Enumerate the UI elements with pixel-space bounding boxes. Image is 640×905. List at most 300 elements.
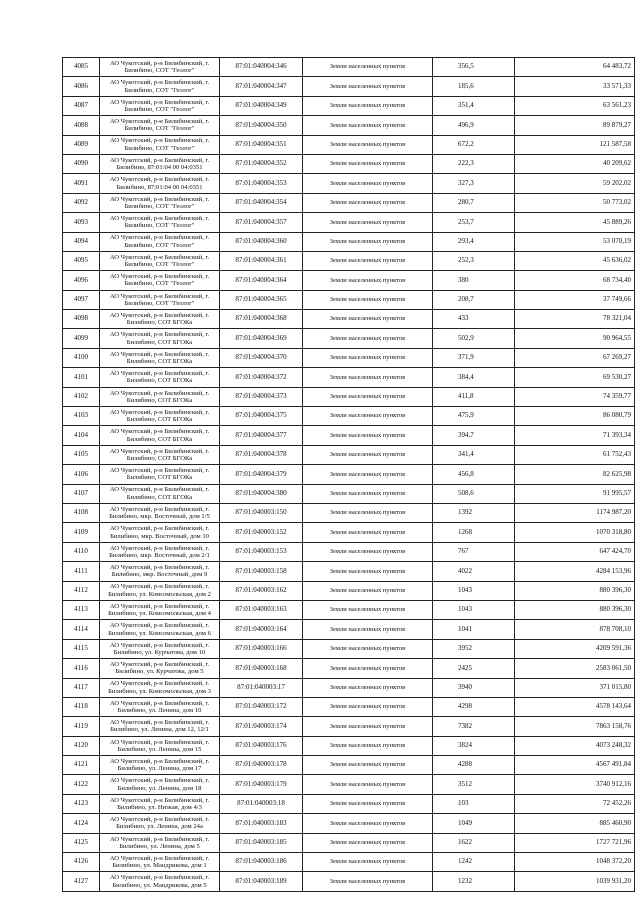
- address-line-2: Билибино, СОТ "Геолог": [124, 67, 195, 75]
- table-row: [63, 833, 635, 852]
- table-row: [63, 445, 635, 464]
- address-line-1: АО Чукотский, р-н Билибинский, г.: [109, 311, 210, 319]
- row-number-cell: 4118: [63, 697, 100, 716]
- cadastral-cost-cell: 69 530,27: [515, 368, 635, 387]
- row-number-cell: 4086: [63, 77, 100, 96]
- address-line-1: АО Чукотский, р-н Билибинский, г.: [109, 564, 210, 572]
- cadastral-number-cell: 87:01:040003:183: [220, 814, 303, 833]
- cadastral-cost-cell: 371 015,80: [515, 678, 635, 697]
- cadastral-cost-cell: 7863 158,76: [515, 717, 635, 736]
- table-row: [63, 872, 635, 891]
- cadastral-number-cell: 87:01:040003:168: [220, 659, 303, 678]
- row-number-cell: 4093: [63, 213, 100, 232]
- land-category-cell: Земли населенных пунктов: [303, 407, 433, 426]
- land-category-cell: Земли населенных пунктов: [303, 290, 433, 309]
- cadastral-number-cell: 87:01:040004:368: [220, 310, 303, 329]
- table-row: [63, 193, 635, 212]
- area-cell: 508,6: [433, 484, 515, 503]
- land-category-cell: Земли населенных пунктов: [303, 348, 433, 367]
- row-number-cell: 4114: [63, 620, 100, 639]
- area-cell: 293,4: [433, 232, 515, 251]
- address-cell: [100, 794, 220, 813]
- cadastral-number-cell: 87:01:040004:379: [220, 465, 303, 484]
- land-category-cell: Земли населенных пунктов: [303, 639, 433, 658]
- address-cell: [100, 562, 220, 581]
- address-line-2: Билибино, СОТ "Геолог": [124, 125, 195, 133]
- cadastral-cost-cell: 45 889,26: [515, 213, 635, 232]
- area-cell: 1043: [433, 581, 515, 600]
- table-row: [63, 213, 635, 232]
- row-number-cell: 4104: [63, 426, 100, 445]
- table-row: [63, 717, 635, 736]
- address-cell: [100, 853, 220, 872]
- cadastral-cost-cell: 67 269,27: [515, 348, 635, 367]
- address-cell: [100, 407, 220, 426]
- table-row: [63, 600, 635, 619]
- address-line-1: АО Чукотский, р-н Билибинский, г.: [109, 408, 210, 416]
- row-number-cell: 4117: [63, 678, 100, 697]
- cadastral-number-cell: 87:01:040003:189: [220, 872, 303, 891]
- address-cell: [100, 290, 220, 309]
- cadastral-cost-cell: 1174 987,20: [515, 503, 635, 522]
- row-number-cell: 4125: [63, 833, 100, 852]
- area-cell: 208,7: [433, 290, 515, 309]
- address-line-1: АО Чукотский, р-н Билибинский, г.: [109, 777, 210, 785]
- land-category-cell: Земли населенных пунктов: [303, 503, 433, 522]
- table-row: [63, 542, 635, 561]
- table-row: [63, 659, 635, 678]
- area-cell: 3952: [433, 639, 515, 658]
- cadastral-number-cell: 87:01:040003:176: [220, 736, 303, 755]
- area-cell: 4288: [433, 756, 515, 775]
- table-row: [63, 853, 635, 872]
- cadastral-number-cell: 87:01:040004:347: [220, 77, 303, 96]
- address-line-1: АО Чукотский, р-н Билибинский, г.: [109, 719, 210, 727]
- address-cell: [100, 503, 220, 522]
- cadastral-cost-cell: 89 879,27: [515, 116, 635, 135]
- table-row: [63, 116, 635, 135]
- address-line-1: АО Чукотский, р-н Билибинский, г.: [109, 98, 210, 106]
- row-number-cell: 4124: [63, 814, 100, 833]
- address-cell: [100, 154, 220, 173]
- address-line-1: АО Чукотский, р-н Билибинский, г.: [109, 738, 210, 746]
- table-row: [63, 620, 635, 639]
- cadastral-number-cell: 87:01:040003:153: [220, 542, 303, 561]
- address-line-2: Билибино, СОТ БГОКа: [126, 474, 193, 482]
- land-category-cell: Земли населенных пунктов: [303, 814, 433, 833]
- cadastral-number-cell: 87:01:040003:158: [220, 562, 303, 581]
- cadastral-cost-cell: 64 483,72: [515, 58, 635, 77]
- row-number-cell: 4105: [63, 445, 100, 464]
- address-line-1: АО Чукотский, р-н Билибинский, г.: [109, 428, 210, 436]
- address-cell: [100, 445, 220, 464]
- address-line-2: Билибино, СОТ БГОКа: [126, 396, 193, 404]
- table-row: [63, 639, 635, 658]
- area-cell: 411,8: [433, 387, 515, 406]
- address-line-2: Билибино, мкр. Восточный, дом 10: [110, 532, 209, 540]
- address-line-1: АО Чукотский, р-н Билибинский, г.: [109, 699, 210, 707]
- area-cell: 394,7: [433, 426, 515, 445]
- address-line-1: АО Чукотский, р-н Билибинский, г.: [109, 137, 210, 145]
- address-line-2: Билибино, ул. Низкая, дом 4/3: [117, 804, 202, 812]
- area-cell: 253,7: [433, 213, 515, 232]
- cadastral-cost-cell: 3740 912,16: [515, 775, 635, 794]
- row-number-cell: 4113: [63, 600, 100, 619]
- address-line-1: АО Чукотский, р-н Билибинский, г.: [109, 854, 210, 862]
- cadastral-number-cell: 87:01:040003:179: [220, 775, 303, 794]
- area-cell: 371,9: [433, 348, 515, 367]
- area-cell: 3940: [433, 678, 515, 697]
- land-category-cell: Земли населенных пунктов: [303, 58, 433, 77]
- land-category-cell: Земли населенных пунктов: [303, 77, 433, 96]
- address-cell: [100, 639, 220, 658]
- address-line-2: Билибино, ул. Курчатова, дом 10: [113, 648, 206, 656]
- address-cell: [100, 426, 220, 445]
- cadastral-number-cell: 87:01:040003:17: [220, 678, 303, 697]
- row-number-cell: 4099: [63, 329, 100, 348]
- cadastral-cost-cell: 4578 143,64: [515, 697, 635, 716]
- cadastral-cost-cell: 61 752,43: [515, 445, 635, 464]
- area-cell: 1392: [433, 503, 515, 522]
- area-cell: 341,4: [433, 445, 515, 464]
- address-line-1: АО Чукотский, р-н Билибинский, г.: [109, 118, 210, 126]
- address-line-1: АО Чукотский, р-н Билибинский, г.: [109, 602, 210, 610]
- address-line-2: Билибино, ул. Комсомольская, дом 4: [108, 610, 211, 618]
- land-category-cell: Земли населенных пунктов: [303, 154, 433, 173]
- address-cell: [100, 833, 220, 852]
- address-line-1: АО Чукотский, р-н Билибинский, г.: [109, 835, 210, 843]
- table-row: [63, 756, 635, 775]
- table-row: [63, 562, 635, 581]
- address-cell: [100, 814, 220, 833]
- address-cell: [100, 697, 220, 716]
- row-number-cell: 4092: [63, 193, 100, 212]
- table-row: [63, 154, 635, 173]
- cadastral-number-cell: 87:01:040004:375: [220, 407, 303, 426]
- area-cell: 185,6: [433, 77, 515, 96]
- address-cell: [100, 135, 220, 154]
- area-cell: 1043: [433, 600, 515, 619]
- cadastral-number-cell: 87:01:040004:361: [220, 251, 303, 270]
- address-cell: [100, 116, 220, 135]
- address-cell: [100, 581, 220, 600]
- row-number-cell: 4087: [63, 96, 100, 115]
- address-line-1: АО Чукотский, р-н Билибинский, г.: [109, 253, 210, 261]
- row-number-cell: 4112: [63, 581, 100, 600]
- land-category-cell: Земли населенных пунктов: [303, 484, 433, 503]
- row-number-cell: 4127: [63, 872, 100, 891]
- cadastral-cost-cell: 2583 061,50: [515, 659, 635, 678]
- cadastral-number-cell: 87:01:040003:162: [220, 581, 303, 600]
- address-line-1: АО Чукотский, р-н Билибинский, г.: [109, 505, 210, 513]
- address-line-1: АО Чукотский, р-н Билибинский, г.: [109, 350, 210, 358]
- address-cell: [100, 659, 220, 678]
- land-category-cell: Земли населенных пунктов: [303, 756, 433, 775]
- address-line-2: Билибино, ул. Ленина, дом 5: [119, 842, 200, 850]
- address-line-2: Билибино, СОТ "Геолог": [124, 144, 195, 152]
- cadastral-cost-cell: 1048 372,20: [515, 853, 635, 872]
- table-row: [63, 503, 635, 522]
- cadastral-cost-cell: 63 561,23: [515, 96, 635, 115]
- address-cell: [100, 387, 220, 406]
- table-row: [63, 329, 635, 348]
- cadastral-number-cell: 87:01:040004:370: [220, 348, 303, 367]
- address-line-2: Билибино, СОТ БГОКа: [126, 493, 193, 501]
- land-category-cell: Земли населенных пунктов: [303, 368, 433, 387]
- address-line-2: Билибино, ул. Комсомольская, дом 3: [108, 687, 211, 695]
- row-number-cell: 4122: [63, 775, 100, 794]
- address-cell: [100, 736, 220, 755]
- cadastral-cost-cell: 878 708,10: [515, 620, 635, 639]
- land-category-cell: Земли населенных пунктов: [303, 116, 433, 135]
- cadastral-number-cell: 87:01:040004:349: [220, 96, 303, 115]
- cadastral-number-cell: 87:01:040003:178: [220, 756, 303, 775]
- area-cell: 327,3: [433, 174, 515, 193]
- land-category-cell: Земли населенных пунктов: [303, 853, 433, 872]
- cadastral-number-cell: 87:01:040004:351: [220, 135, 303, 154]
- cadastral-cost-cell: 33 571,33: [515, 77, 635, 96]
- area-cell: 1232: [433, 872, 515, 891]
- land-category-cell: Земли населенных пунктов: [303, 310, 433, 329]
- cadastral-number-cell: 87:01:040003:163: [220, 600, 303, 619]
- address-line-1: АО Чукотский, р-н Билибинский, г.: [109, 273, 210, 281]
- cadastral-cost-cell: 4073 248,32: [515, 736, 635, 755]
- land-plots-table: [62, 57, 635, 892]
- address-line-1: АО Чукотский, р-н Билибинский, г.: [109, 215, 210, 223]
- cadastral-number-cell: 87:01:040003:185: [220, 833, 303, 852]
- cadastral-number-cell: 87:01:040004:377: [220, 426, 303, 445]
- cadastral-cost-cell: 1727 721,96: [515, 833, 635, 852]
- table-row: [63, 736, 635, 755]
- cadastral-number-cell: 87:01:040004:360: [220, 232, 303, 251]
- address-cell: [100, 678, 220, 697]
- table-row: [63, 271, 635, 290]
- area-cell: 3512: [433, 775, 515, 794]
- address-line-1: АО Чукотский, р-н Билибинский, г.: [109, 583, 210, 591]
- address-line-1: АО Чукотский, р-н Билибинский, г.: [109, 370, 210, 378]
- land-category-cell: Земли населенных пунктов: [303, 794, 433, 813]
- cadastral-cost-cell: 880 396,30: [515, 581, 635, 600]
- area-cell: 1049: [433, 814, 515, 833]
- cadastral-cost-cell: 71 393,34: [515, 426, 635, 445]
- area-cell: 1242: [433, 853, 515, 872]
- address-cell: [100, 310, 220, 329]
- address-line-2: Билибино, СОТ "Геолог": [124, 222, 195, 230]
- address-line-2: Билибино, ул. Ленина, дом 15: [117, 745, 202, 753]
- address-line-1: АО Чукотский, р-н Билибинский, г.: [109, 486, 210, 494]
- address-line-2: Билибино, 87:01:04 00 04:0351: [116, 183, 203, 191]
- table-row: [63, 484, 635, 503]
- address-line-2: Билибино, СОТ БГОКа: [126, 319, 193, 327]
- address-line-1: АО Чукотский, р-н Билибинский, г.: [109, 544, 210, 552]
- address-cell: [100, 77, 220, 96]
- address-line-1: АО Чукотский, р-н Билибинский, г.: [109, 59, 210, 67]
- cadastral-number-cell: 87:01:040003:150: [220, 503, 303, 522]
- address-line-1: АО Чукотский, р-н Билибинский, г.: [109, 757, 210, 765]
- address-line-2: Билибино, СОТ БГОКа: [126, 377, 193, 385]
- land-category-cell: Земли населенных пунктов: [303, 465, 433, 484]
- table-row: [63, 96, 635, 115]
- address-line-2: Билибино, СОТ "Геолог": [124, 202, 195, 210]
- row-number-cell: 4096: [63, 271, 100, 290]
- land-category-cell: Земли населенных пунктов: [303, 193, 433, 212]
- area-cell: 252,3: [433, 251, 515, 270]
- cadastral-cost-cell: 90 964,55: [515, 329, 635, 348]
- cadastral-cost-cell: 880 396,30: [515, 600, 635, 619]
- row-number-cell: 4085: [63, 58, 100, 77]
- address-line-1: АО Чукотский, р-н Билибинский, г.: [109, 234, 210, 242]
- cadastral-number-cell: 87:01:040004:380: [220, 484, 303, 503]
- cadastral-cost-cell: 121 587,58: [515, 135, 635, 154]
- row-number-cell: 4123: [63, 794, 100, 813]
- address-cell: [100, 717, 220, 736]
- cadastral-cost-cell: 59 202,02: [515, 174, 635, 193]
- address-cell: [100, 232, 220, 251]
- cadastral-number-cell: 87:01:040003:174: [220, 717, 303, 736]
- row-number-cell: 4109: [63, 523, 100, 542]
- cadastral-number-cell: 87:01:040004:364: [220, 271, 303, 290]
- address-line-1: АО Чукотский, р-н Билибинский, г.: [109, 176, 210, 184]
- address-line-2: Билибино, СОТ БГОКа: [126, 358, 193, 366]
- land-category-cell: Земли населенных пунктов: [303, 659, 433, 678]
- address-cell: [100, 523, 220, 542]
- area-cell: 767: [433, 542, 515, 561]
- table-row: [63, 251, 635, 270]
- cadastral-number-cell: 87:01:040004:369: [220, 329, 303, 348]
- area-cell: 7382: [433, 717, 515, 736]
- address-cell: [100, 542, 220, 561]
- row-number-cell: 4126: [63, 853, 100, 872]
- cadastral-cost-cell: 68 734,40: [515, 271, 635, 290]
- cadastral-number-cell: 87:01:040003:152: [220, 523, 303, 542]
- address-cell: [100, 484, 220, 503]
- row-number-cell: 4088: [63, 116, 100, 135]
- address-line-1: АО Чукотский, р-н Билибинский, г.: [109, 195, 210, 203]
- area-cell: 103: [433, 794, 515, 813]
- area-cell: 456,8: [433, 465, 515, 484]
- address-line-1: АО Чукотский, р-н Билибинский, г.: [109, 156, 210, 164]
- address-line-2: Билибино, СОТ "Геолог": [124, 280, 195, 288]
- cadastral-number-cell: 87:01:040003:166: [220, 639, 303, 658]
- cadastral-number-cell: 87:01:040004:350: [220, 116, 303, 135]
- address-line-2: Билибино, СОТ БГОКа: [126, 435, 193, 443]
- land-category-cell: Земли населенных пунктов: [303, 174, 433, 193]
- table-row: [63, 814, 635, 833]
- cadastral-cost-cell: 74 359,77: [515, 387, 635, 406]
- table-row: [63, 523, 635, 542]
- area-cell: 502,9: [433, 329, 515, 348]
- land-category-cell: Земли населенных пунктов: [303, 232, 433, 251]
- address-line-1: АО Чукотский, р-н Билибинский, г.: [109, 79, 210, 87]
- address-line-1: АО Чукотский, р-н Билибинский, г.: [109, 525, 210, 533]
- cadastral-cost-cell: 45 636,02: [515, 251, 635, 270]
- address-line-2: Билибино, ул. Ленина, дом 17: [117, 765, 202, 773]
- cadastral-cost-cell: 4567 491,84: [515, 756, 635, 775]
- address-line-1: АО Чукотский, р-н Билибинский, г.: [109, 447, 210, 455]
- land-category-cell: Земли населенных пунктов: [303, 329, 433, 348]
- row-number-cell: 4121: [63, 756, 100, 775]
- row-number-cell: 4107: [63, 484, 100, 503]
- address-line-2: Билибино, ул. Мандрикова, дом 5: [112, 881, 207, 889]
- address-line-1: АО Чукотский, р-н Билибинский, г.: [109, 331, 210, 339]
- cadastral-number-cell: 87:01:040004:353: [220, 174, 303, 193]
- row-number-cell: 4108: [63, 503, 100, 522]
- address-line-1: АО Чукотский, р-н Билибинский, г.: [109, 874, 210, 882]
- address-line-2: Билибино, СОТ "Геолог": [124, 105, 195, 113]
- address-line-2: Билибино, СОТ "Геолог": [124, 241, 195, 249]
- land-category-cell: Земли населенных пунктов: [303, 542, 433, 561]
- table-row: [63, 465, 635, 484]
- cadastral-number-cell: 87:01:040004:352: [220, 154, 303, 173]
- cadastral-cost-cell: 1039 931,20: [515, 872, 635, 891]
- address-line-2: Билибино, СОТ "Геолог": [124, 261, 195, 269]
- address-line-2: Билибино, мкр. Восточный, дом 9: [111, 571, 208, 579]
- address-line-2: Билибино, ул. Комсомольская, дом 2: [108, 590, 211, 598]
- cadastral-cost-cell: 82 625,98: [515, 465, 635, 484]
- land-category-cell: Земли населенных пунктов: [303, 833, 433, 852]
- row-number-cell: 4115: [63, 639, 100, 658]
- row-number-cell: 4098: [63, 310, 100, 329]
- row-number-cell: 4106: [63, 465, 100, 484]
- address-cell: [100, 213, 220, 232]
- cadastral-cost-cell: 91 995,57: [515, 484, 635, 503]
- address-line-2: Билибино, ул. Ленина, дом 24а: [116, 823, 203, 831]
- land-category-cell: Земли населенных пунктов: [303, 96, 433, 115]
- area-cell: 222,3: [433, 154, 515, 173]
- address-line-2: Билибино, ул. Курчатова, дом 5: [115, 668, 204, 676]
- table-row: [63, 426, 635, 445]
- address-cell: [100, 775, 220, 794]
- address-cell: [100, 620, 220, 639]
- cadastral-number-cell: 87:01:040003:18: [220, 794, 303, 813]
- address-line-2: Билибино, мкр. Восточный, дом 1/5: [109, 513, 210, 521]
- address-line-2: Билибино, мкр. Восточный, дом 2/1: [109, 551, 210, 559]
- address-line-1: АО Чукотский, р-н Билибинский, г.: [109, 641, 210, 649]
- cadastral-number-cell: 87:01:040003:172: [220, 697, 303, 716]
- row-number-cell: 4111: [63, 562, 100, 581]
- cadastral-cost-cell: 1070 318,80: [515, 523, 635, 542]
- address-line-2: Билибино, ул. Ленина, дом 12, 12/1: [110, 726, 209, 734]
- address-line-2: Билибино, ул. Мандрикова, дом 1: [112, 862, 207, 870]
- land-category-cell: Земли населенных пунктов: [303, 251, 433, 270]
- table-body: [63, 58, 635, 892]
- address-line-2: Билибино, ул. Комсомольская, дом 6: [108, 629, 211, 637]
- row-number-cell: 4110: [63, 542, 100, 561]
- land-category-cell: Земли населенных пунктов: [303, 872, 433, 891]
- area-cell: 1622: [433, 833, 515, 852]
- cadastral-number-cell: 87:01:040004:354: [220, 193, 303, 212]
- cadastral-number-cell: 87:01:040004:365: [220, 290, 303, 309]
- table-row: [63, 348, 635, 367]
- address-cell: [100, 348, 220, 367]
- area-cell: 384,4: [433, 368, 515, 387]
- area-cell: 4298: [433, 697, 515, 716]
- address-cell: [100, 465, 220, 484]
- land-category-cell: Земли населенных пунктов: [303, 271, 433, 290]
- cadastral-number-cell: 87:01:040004:373: [220, 387, 303, 406]
- area-cell: 433: [433, 310, 515, 329]
- cadastral-number-cell: 87:01:040003:186: [220, 853, 303, 872]
- table-row: [63, 678, 635, 697]
- cadastral-number-cell: 87:01:040004:346: [220, 58, 303, 77]
- cadastral-cost-cell: 40 209,62: [515, 154, 635, 173]
- area-cell: 496,9: [433, 116, 515, 135]
- row-number-cell: 4091: [63, 174, 100, 193]
- address-cell: [100, 600, 220, 619]
- address-cell: [100, 271, 220, 290]
- row-number-cell: 4097: [63, 290, 100, 309]
- address-cell: [100, 872, 220, 891]
